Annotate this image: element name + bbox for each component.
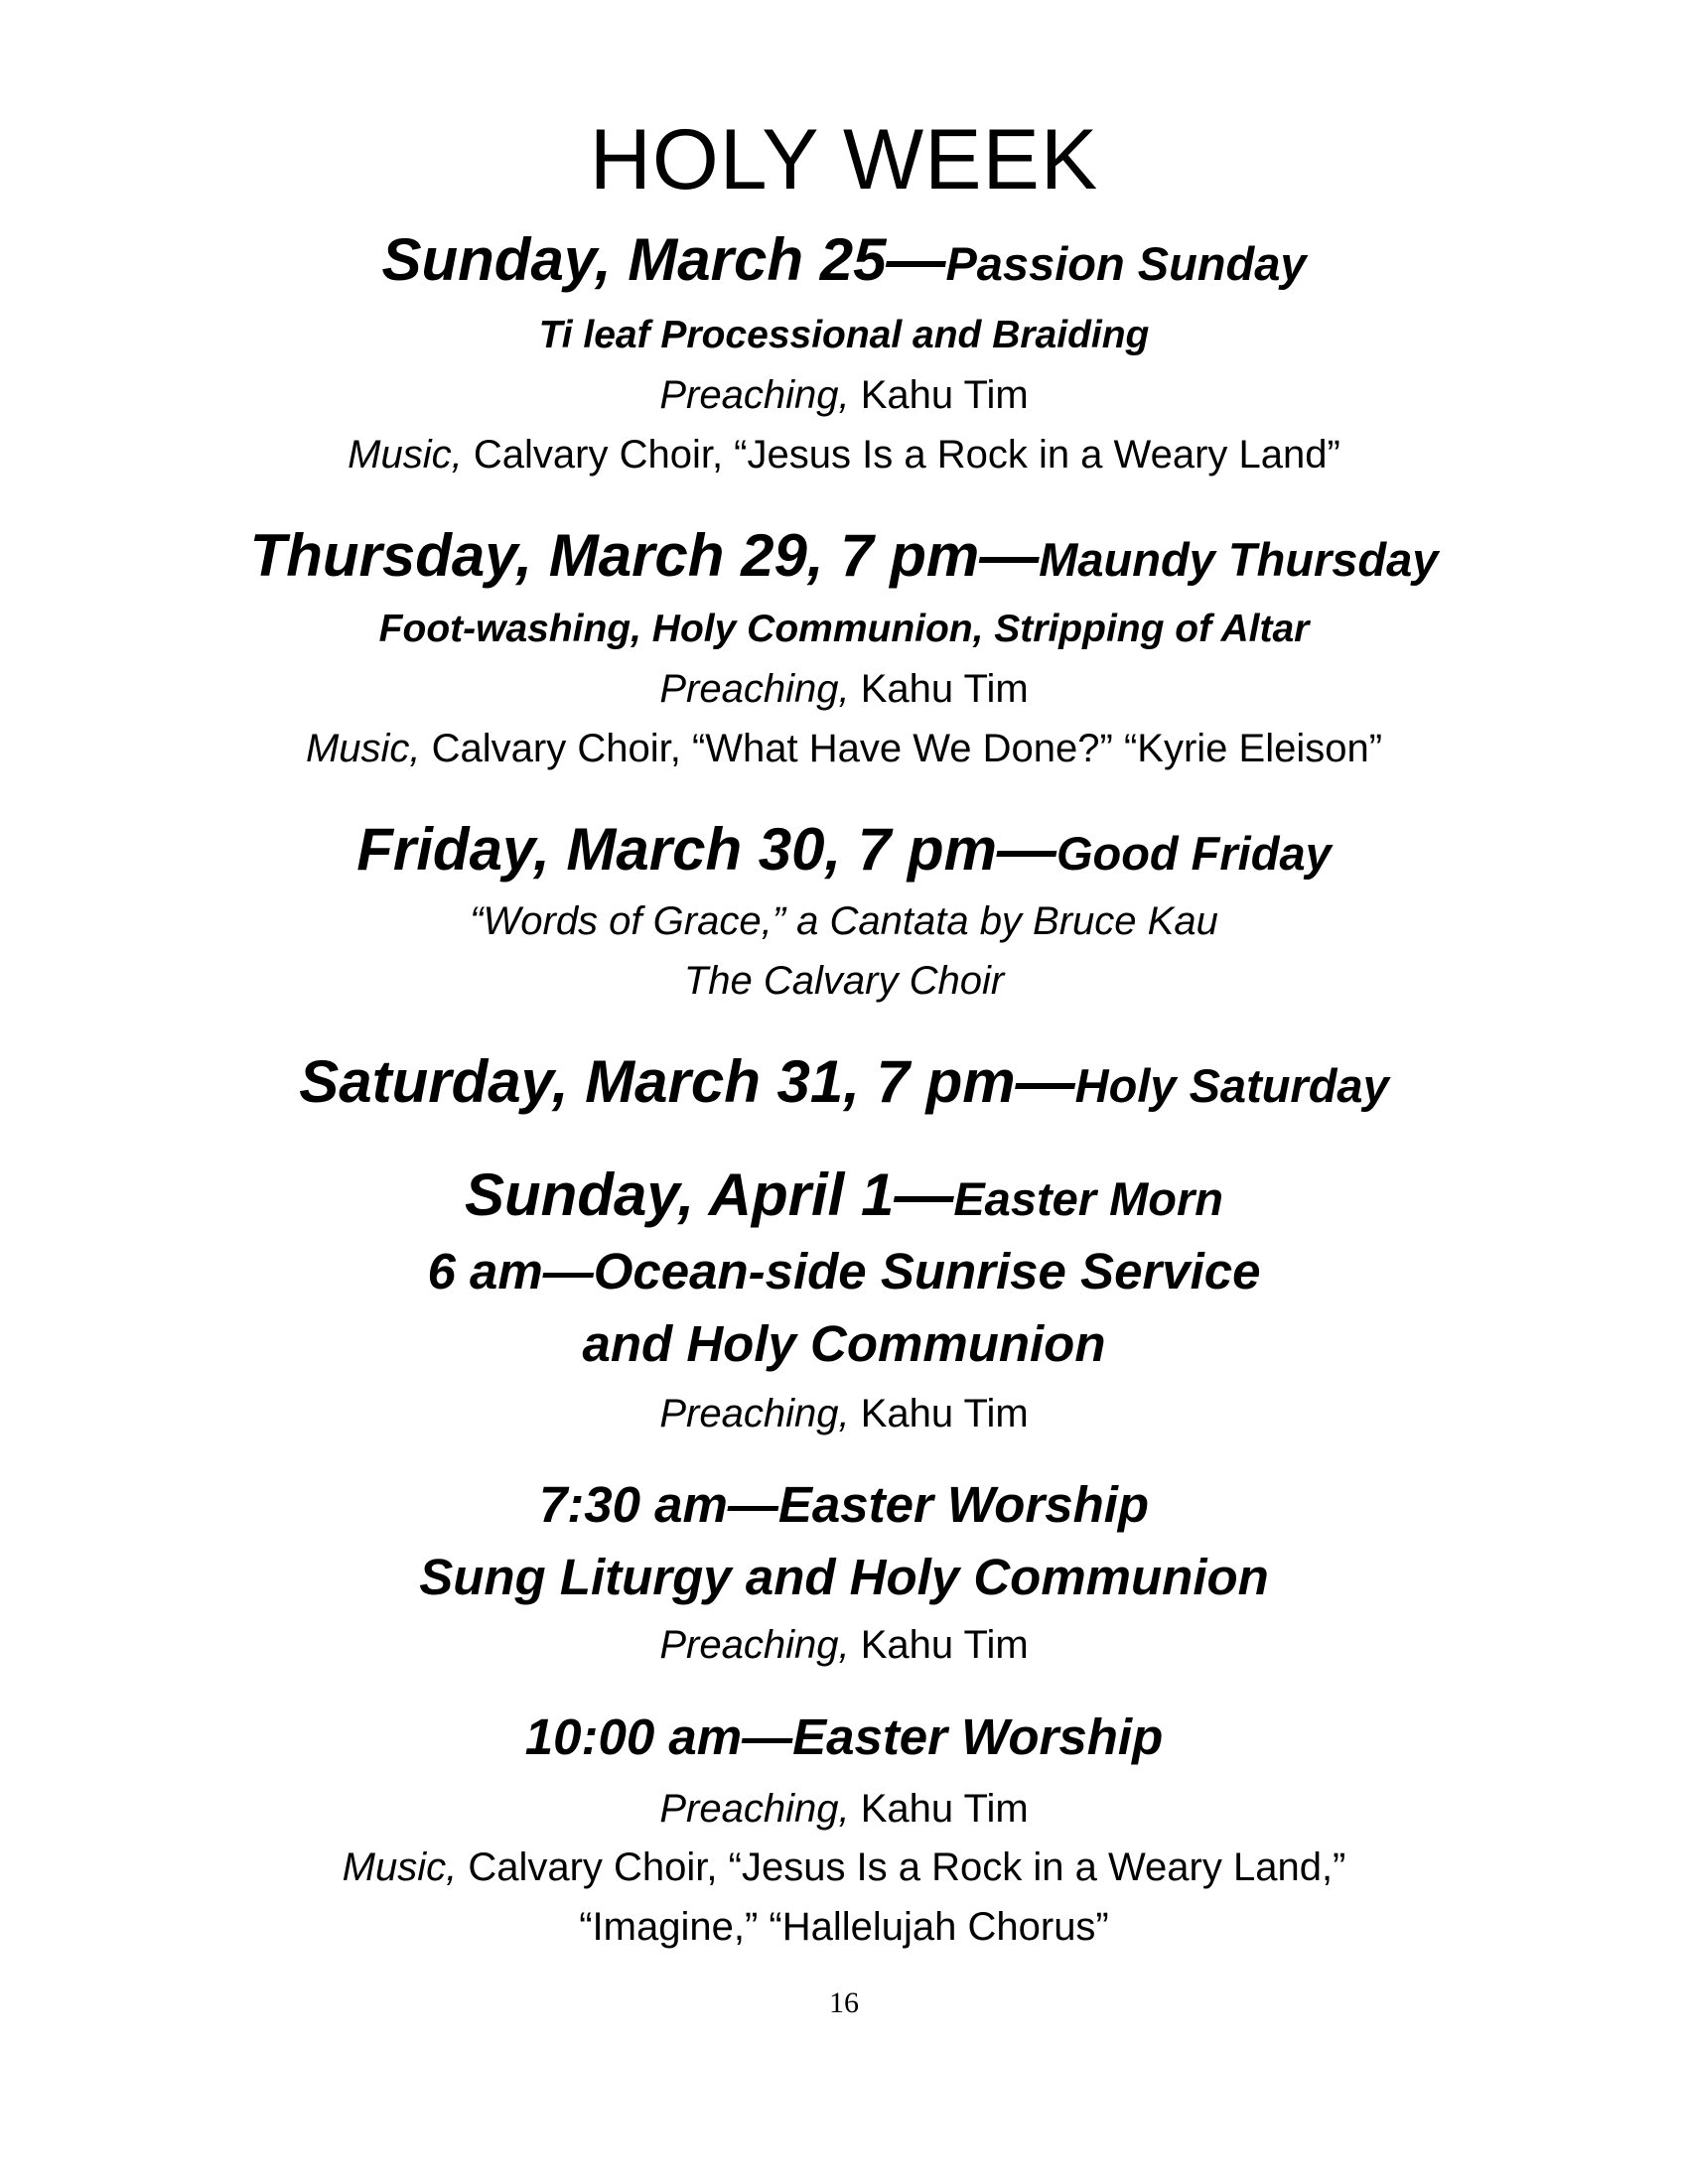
event-name: Maundy Thursday	[1039, 533, 1439, 586]
event-date: Friday, March 30, 7 pm—	[356, 816, 1056, 883]
choir-line: The Calvary Choir	[683, 959, 1005, 1003]
service-heading-sunrise-communion: and Holy Communion	[582, 1315, 1106, 1372]
page-number: 16	[829, 1986, 859, 2019]
preaching-line	[0, 1625, 1688, 1665]
music-label: Music,	[348, 433, 463, 477]
preacher: Kahu Tim	[860, 1623, 1029, 1667]
preaching-label: Preaching,	[659, 1623, 850, 1667]
event-heading-good-friday	[0, 816, 1688, 883]
music-label: Music,	[305, 727, 421, 770]
cantata-line: “Words of Grace,” a Cantata by Bruce Kau	[470, 899, 1218, 943]
music-line	[0, 435, 1688, 475]
service-heading-1000: 10:00 am—Easter Worship	[524, 1708, 1164, 1765]
event-date: Saturday, March 31, 7 pm—	[299, 1048, 1075, 1115]
music-pieces: Calvary Choir, “What Have We Done?” “Kyrie Eleison”	[431, 727, 1383, 770]
preacher: Kahu Tim	[860, 373, 1029, 417]
preaching-label: Preaching,	[659, 667, 850, 711]
music-label: Music,	[342, 1845, 458, 1889]
event-heading-holy-saturday	[0, 1048, 1688, 1115]
preacher: Kahu Tim	[860, 667, 1029, 711]
preaching-line	[0, 1789, 1688, 1829]
event-date: Thursday, March 29, 7 pm—	[249, 522, 1040, 589]
music-pieces: Calvary Choir, “Jesus Is a Rock in a Weary Land”	[473, 433, 1340, 477]
service-heading-730: 7:30 am—Easter Worship	[538, 1476, 1150, 1533]
event-heading-passion-sunday	[0, 226, 1688, 293]
music-line-continued: “Imagine,” “Hallelujah Chorus”	[579, 1905, 1109, 1949]
service-heading-sunrise: 6 am—Ocean-side Sunrise Service	[427, 1243, 1261, 1299]
music-pieces: Calvary Choir, “Jesus Is a Rock in a Weary Land,”	[468, 1845, 1346, 1889]
event-subtitle: Ti leaf Processional and Braiding	[538, 314, 1150, 356]
preaching-label: Preaching,	[659, 1787, 850, 1831]
preaching-line	[0, 375, 1688, 415]
preacher: Kahu Tim	[860, 1392, 1029, 1435]
event-name: Passion Sunday	[945, 237, 1307, 290]
event-name: Easter Morn	[953, 1172, 1223, 1225]
preaching-label: Preaching,	[659, 373, 850, 417]
event-date: Sunday, March 25—	[381, 226, 946, 293]
event-name: Good Friday	[1055, 827, 1332, 880]
preaching-label: Preaching,	[659, 1392, 850, 1435]
music-line	[0, 1847, 1688, 1887]
event-name: Holy Saturday	[1074, 1059, 1389, 1112]
event-subtitle: Foot-washing, Holy Communion, Stripping of Altar	[378, 608, 1310, 650]
event-heading-maundy-thursday	[0, 522, 1688, 589]
event-date: Sunday, April 1—	[465, 1161, 954, 1228]
page-title: HOLY WEEK	[589, 112, 1099, 207]
preaching-line	[0, 1394, 1688, 1433]
service-heading-730-liturgy: Sung Liturgy and Holy Communion	[419, 1549, 1269, 1605]
preaching-line	[0, 669, 1688, 709]
music-line	[0, 729, 1688, 768]
preacher: Kahu Tim	[860, 1787, 1029, 1831]
event-heading-easter-morn	[0, 1161, 1688, 1228]
